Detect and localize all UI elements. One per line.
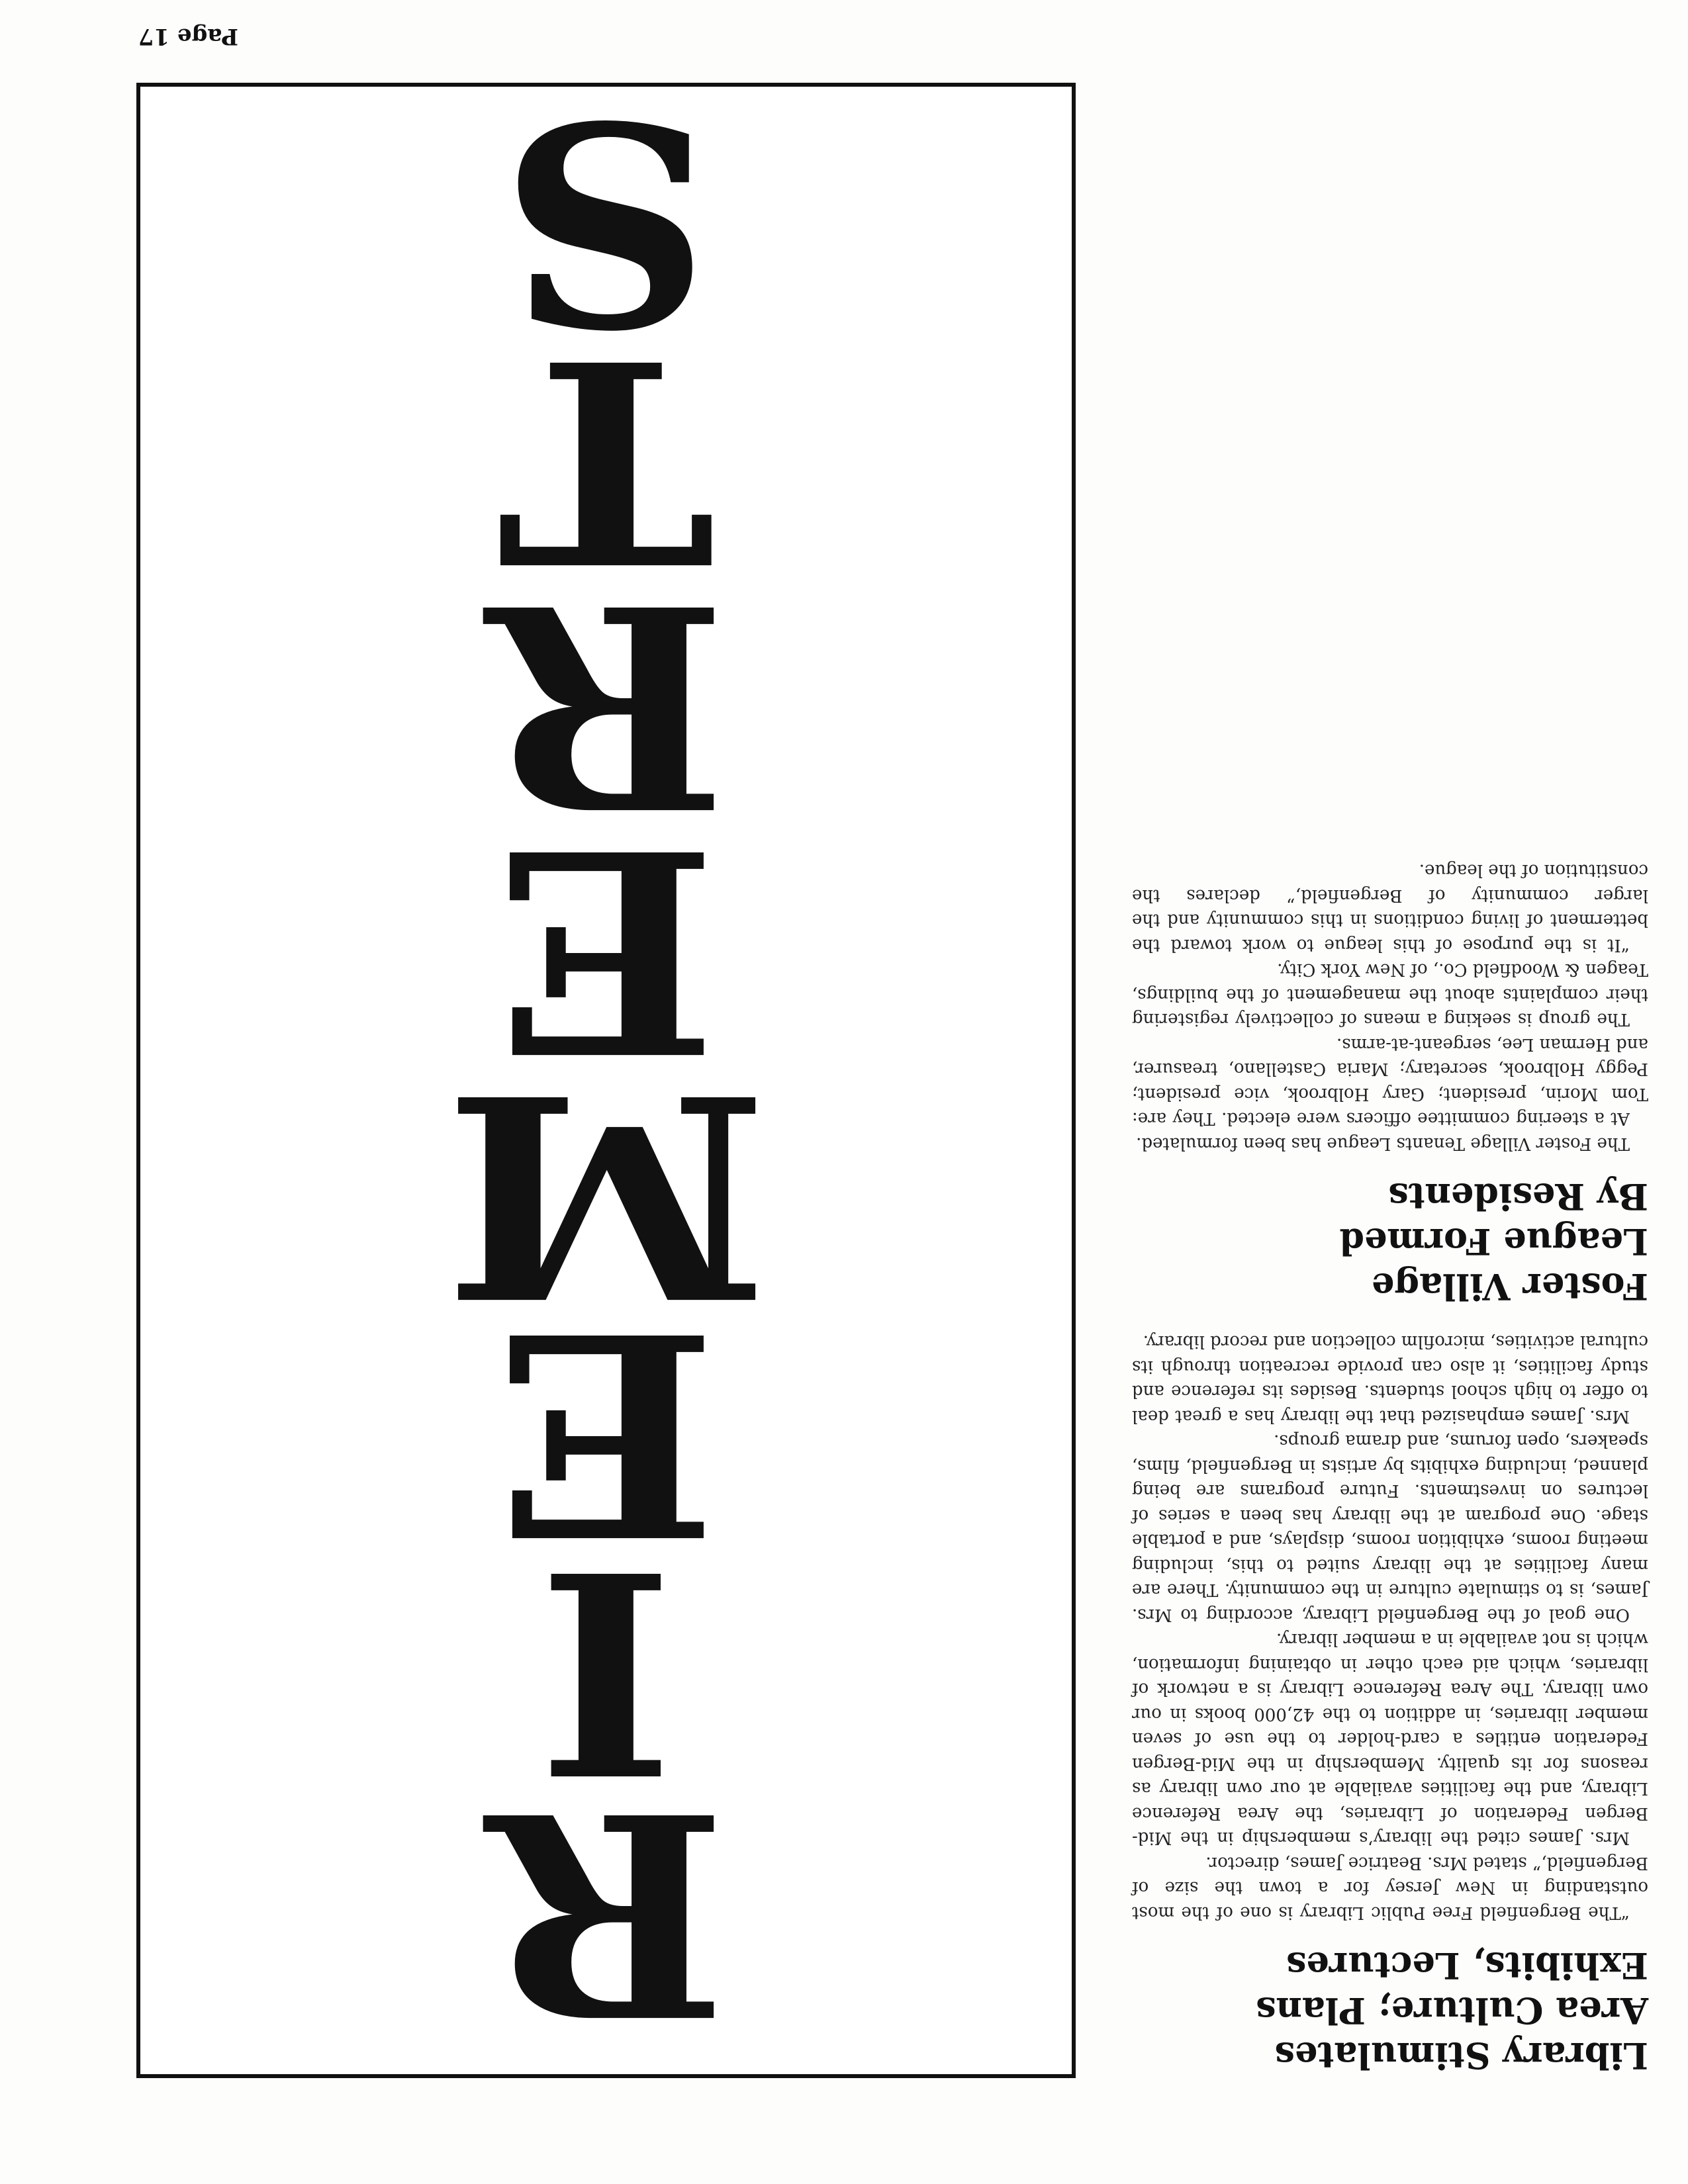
ad-letter: E	[494, 1269, 718, 1596]
ad-letter: I	[538, 1508, 675, 1834]
paragraph: The Foster Village Tenants League has been formulated.	[1136, 1134, 1630, 1154]
headline-line: By Residents	[1388, 1175, 1648, 1218]
headline-line: Exhibits, Lectures	[1286, 1944, 1648, 1987]
headline-line: Library Stimulates	[1274, 2034, 1648, 2077]
paragraph: “It is the purpose of this league to work toward the betterment of living conditions in this community and the larger community of Bergenfield,” declares the constitution of the league.	[1132, 860, 1648, 955]
paragraph: The group is seeking a means of collectively registering their complaints about the management of the buildings, Teagen & Woodfield Co., of New York City.	[1132, 960, 1648, 1030]
ad-letter: T	[497, 296, 715, 623]
page-number: Page 17	[138, 23, 238, 50]
paragraph: Mrs. James emphasized that the library has a great deal to offer to high school students. Besides its reference and study facilities, it also can provide recreation through its cultural activities, microfilm collection and record library.	[1132, 1332, 1648, 1426]
paragraph: One goal of the Bergenfield Library, according to Mrs. James, is to stimulate culture in the community. There are many facilities at the library suited to this, including meeting rooms, exhibition rooms, displays, and a portable stage. One program at the library has been a series of lectures on investments. Future programs are being planned, including exhibits by artists in Bergenfield, films, speakers, open forums, and drama groups.	[1132, 1431, 1648, 1625]
headline-line: League Formed	[1339, 1220, 1648, 1263]
ad-letter: M	[444, 1031, 768, 1357]
ad-letter: E	[494, 786, 718, 1113]
text-column	[1132, 858, 1648, 2078]
library-story	[1132, 1329, 1648, 2078]
headline-line: Foster Village	[1372, 1265, 1648, 1308]
headline-line: Area Culture; Plans	[1256, 1989, 1648, 2032]
paragraph: Mrs. James cited the library’s membership in the Mid-Bergen Federation of Libraries, the Area Reference Library, and the facilities available at our own library as reasons for its quality. Membership in the Mid-Bergen Federation entitles a card-holder to the use of seven member libraries, in addition to the 42,000 books in our own library. The Area Reference Library is a network of libraries, which aid each other in obtaining information, which is not available in a member library.	[1132, 1629, 1648, 1848]
foster-village-body	[1132, 858, 1648, 1156]
advertisement-box	[136, 58, 1076, 2078]
ad-letter: R	[485, 1749, 727, 2075]
foster-village-headline	[1132, 1174, 1648, 1309]
foster-village-story	[1132, 858, 1648, 1309]
advertisement-wordmark	[140, 58, 1072, 2075]
paragraph: “The Bergenfield Free Public Library is one of the most outstanding in New Jersey for a town the size of Bergenfield,” stated Mrs. Beatrice James, director.	[1132, 1853, 1648, 1923]
library-headline	[1132, 1943, 1648, 2078]
ad-letter: R	[485, 541, 727, 868]
paragraph: At a steering committee officers were elected. They are: Tom Morin, president; Gary Holbrook, vice president; Peggy Holbrook, secretary; Maria Castellano, treasurer, and Herman Lee, sergeant-at-arms.	[1132, 1034, 1648, 1129]
library-body	[1132, 1329, 1648, 1925]
ad-letter: S	[500, 58, 712, 385]
